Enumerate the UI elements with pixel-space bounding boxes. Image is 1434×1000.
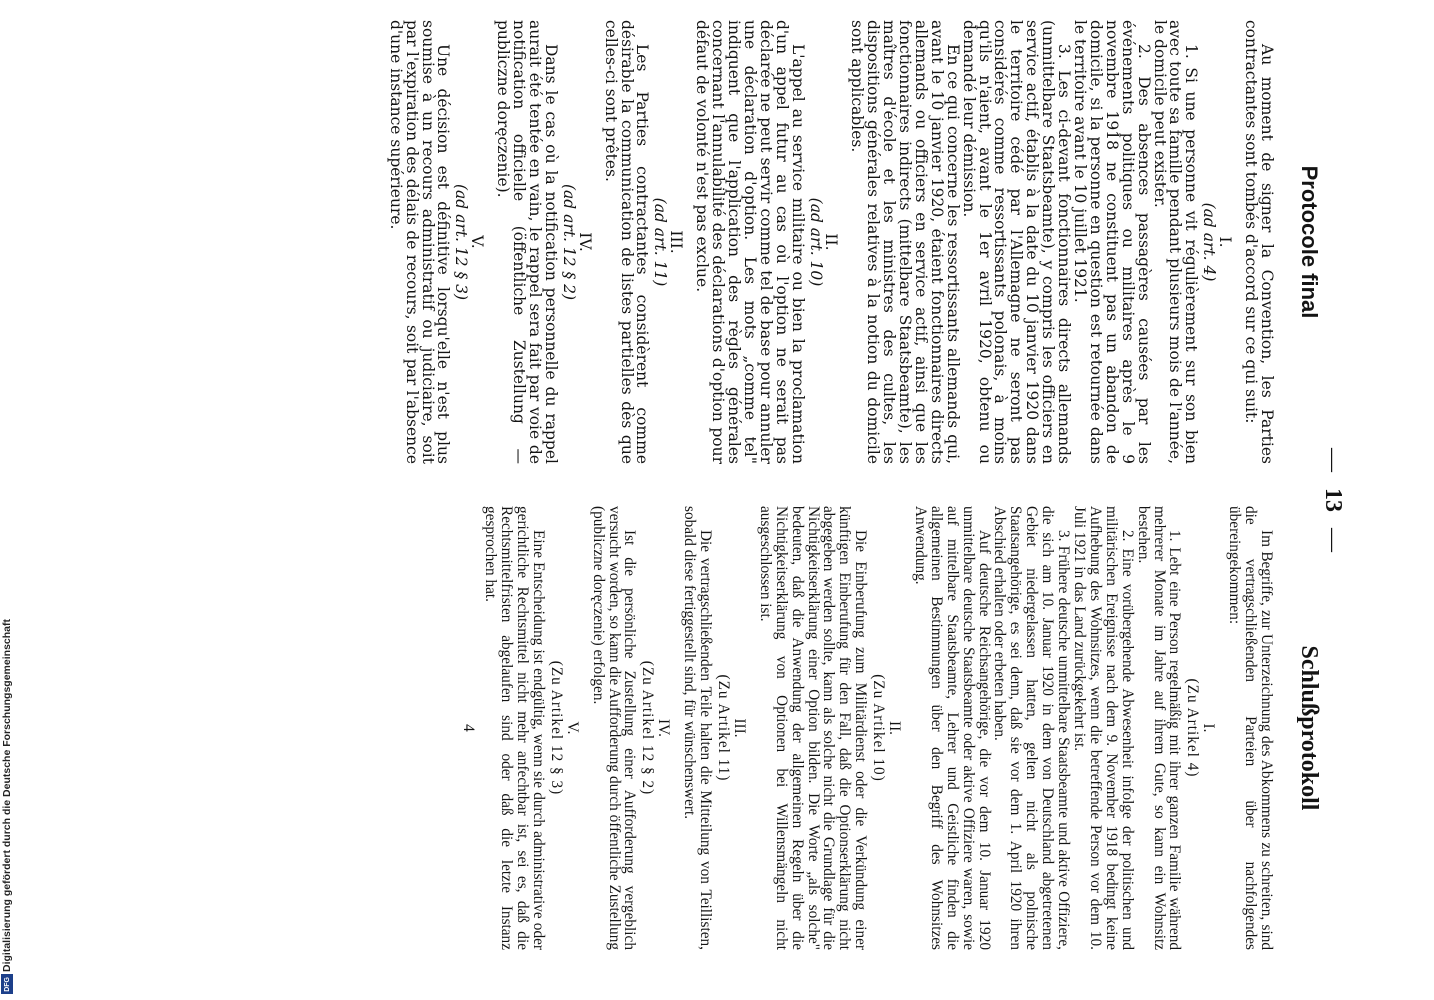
german-section-4-number: IV. <box>655 719 673 737</box>
german-section-2-p1: Die Einberufung zum Militärdienst oder die Verkündung einer künftigen Einberufung für den Fall, daß die Optionserklärung nicht abgegeben werden sollte, kann als solche nicht die Grundlage für die Nichtigkeitserklärung einer Option bilden. Die Worte „als solche" bedeuten, daß die Anwendung der allgemeinen Regeln über die Nichtigkeitserklärung von Optionen bei Willensmängeln nicht ausgeschlossen ist. <box>756 506 870 950</box>
german-section-3-number: III. <box>730 718 748 738</box>
german-intro: Im Begriffe, zur Unterzeichnung des Abkommens zu schreiten, sind die vertragschließenden Parteien über nachfolgendes übereingekommen: <box>1226 506 1275 950</box>
credit-text: Digitalisierung gefördert durch die Deutsche Forschungsgemeinschaft <box>1 619 13 972</box>
digitization-credit <box>1 394 13 994</box>
french-section-1-p4: En ce qui concerne les ressortissants allemands qui, avant le 10 janvier 1920, étaient fonctionnaires directs allemands ou officiers en service actif, ainsi que les fonctionnaires indirects (mittelbare Staatsbeamte), les maîtres d'école et les ministres des cultes, les dispositions générales relatives à la notion du domicile sont applicables. <box>848 20 962 464</box>
french-section-4-p1: Dans le cas où la notification personnelle du rappel aurait été tentée en vain, le rappel sera fait par voie de notification officielle (öffentliche Zustellung — publiczne doręczenie). <box>494 20 560 464</box>
french-section-2-ref: (ad art. 10) <box>806 197 825 287</box>
french-title: Protocole final <box>1297 165 1322 319</box>
german-column <box>460 506 1274 950</box>
german-section-1-p2: 2. Eine vorübergehende Abwesenheit infolge der politischen und militärischen Ereignisse nach dem 9. November 1918 bedingt keine Aufhebung des Wohnsitzes, wenn die betreffende Person vor dem 10. Juli 1921 in das Land zurückgekehrt ist. <box>1071 506 1136 950</box>
german-title: Schlußprotokoll <box>1296 645 1322 811</box>
french-section-3-number: III. <box>667 230 686 254</box>
french-column <box>387 20 1274 464</box>
dfg-logo-icon <box>1 974 13 994</box>
german-section-3-p1: Die vertragschließenden Teile halten die Mitteilung von Teillisten, sobald diese fertiggestellt sind, für wünschenswert. <box>681 506 715 950</box>
header-dash-right: — <box>1320 528 1346 552</box>
german-section-4-p1: Ist die persönliche Zustellung einer Aufforderung vergeblich versucht worden, so kann die Aufforderung durch öffentliche Zustellung (publiczne doręczenie) erfolgen. <box>589 506 639 950</box>
page-number: 13 <box>1320 488 1346 512</box>
german-section-5-ref: (Zu Artikel 12 § 3) <box>547 660 565 796</box>
german-section-1-p4: Auf deutsche Reichsangehörige, die vor dem 10. Januar 1920 unmittelbare deutsche Staatsbeamte oder aktive Offiziere waren, sowie auf mittelbare Staatsbeamte, Lehrer und Geistliche finden die allgemeinen Bestimmungen über den Begriff des Wohnsitzes Anwendung. <box>911 506 993 950</box>
german-section-2-ref: (Zu Artikel 10) <box>870 674 888 782</box>
french-section-1-p3: 3. Les ci-devant fonctionnaires directs allemands (unmittelbare Staatsbeamte), y compris les officiers en service actif, établis à la date du 10 janvier 1920 dans le territoire cédé par l'Allemagne ne seront pas considérés comme ressortissants polonais, à moins qu'ils n'aient, avant le 1er avril 1920, obtenu ou demandé leur démission. <box>959 20 1074 464</box>
german-section-5-number: V. <box>563 721 581 735</box>
german-section-2-number: II. <box>886 720 904 735</box>
french-section-1-p1: 1. Si une personne vit régulièrement sur son bien avec toute sa famille pendant plusieurs mois de l'année, le domicile peut exister. <box>1150 20 1201 464</box>
german-section-4-ref: (Zu Artikel 12 § 2) <box>639 660 657 796</box>
french-section-5-p1: Une décision est définitive lorsqu'elle n'est plus soumise à un recours administratif ou judiciaire, soit par l'expiration des délais de recours, soit par l'absence d'une instance supérieure. <box>386 20 453 464</box>
page-header <box>1319 0 1346 1000</box>
french-section-2-p1: L'appel au service militaire ou bien la proclamation d'un appel futur au cas où l'option ne serait pas déclarée ne peut servir comme tel de base pour annuler une déclaration d'option. Les mots „comme tel" indiquent que l'application des règles générales concernant l'annulabilité des déclarations d'option pour défaut de volonté n'est pas exclue. <box>693 20 807 464</box>
french-section-3-ref: (ad art. 11) <box>651 197 670 287</box>
dfg-logo-text: DFG <box>3 976 11 992</box>
german-section-1-number: I. <box>1200 723 1218 733</box>
french-section-5-ref: (ad art. 12 § 3) <box>452 183 471 301</box>
german-section-3-ref: (Zu Artikel 11) <box>715 674 732 782</box>
french-section-4-ref: (ad art. 12 § 2) <box>559 183 578 301</box>
french-section-2-number: II. <box>822 233 841 251</box>
french-section-1-ref: (ad art. 4) <box>1200 202 1219 282</box>
french-section-3-p1: Les Parties contractantes considèrent comme désirable la communication de listes partielles dès que celles-ci sont prêtes. <box>601 20 652 464</box>
french-intro: Au moment de signer la Convention, les Parties contractantes sont tombés d'accord sur ce qui suit: <box>1242 20 1276 464</box>
french-section-5-number: V. <box>468 235 487 249</box>
german-section-1-p1: 1. Lebt eine Person regelmäßig mit ihrer ganzen Familie während mehrerer Monate im Jahre auf ihrem Gute, so kann ein Wohnsitz bestehen. <box>1134 506 1184 950</box>
french-section-4-number: IV. <box>575 232 594 252</box>
german-section-5-p1: Eine Entscheidung ist endgültig, wenn sie durch administrative oder gerichtliche Rechtsmittel nicht mehr anfechtbar ist, sei es, daß die Rechtsmittelfristen abgelaufen sind oder daß die letzte Instanz gesprochen hat. <box>482 506 547 950</box>
french-section-1-p2: 2. Des absences passagères causées par les événements politiques ou militaires après le 9 novembre 1918 ne constituent pas un abandon de domicile, si la personne en question est retournée dans le territoire avant le 10 juillet 1921. <box>1071 20 1153 464</box>
german-section-1-p3: 3. Frühere deutsche unmittelbare Staatsbeamte und aktive Offiziere, die sich am 10. Januar 1920 in dem von Deutschland abgetretenen Gebiet niedergelassen hatten, gelten nicht als polnische Staatsangehörige, es sei denn, daß sie vor dem 1. April 1920 ihren Abschied erhalten oder erbeten haben. <box>991 506 1073 950</box>
french-section-1-number: I. <box>1216 236 1235 248</box>
header-dash-left: — <box>1320 448 1346 472</box>
footer-page-number: 4 <box>460 724 478 732</box>
german-section-1-ref: (Zu Artikel 4) <box>1184 678 1202 778</box>
